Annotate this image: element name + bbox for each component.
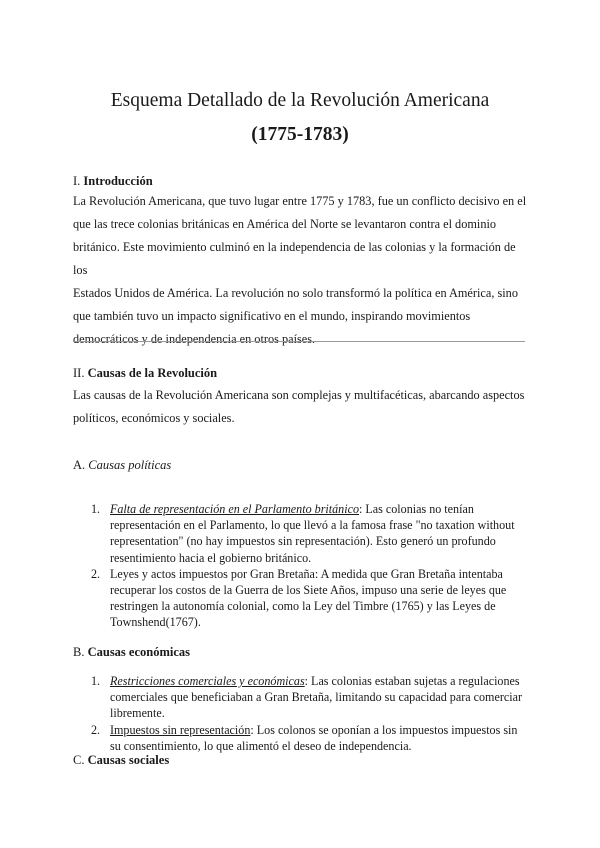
list-item-line: representación en el Parlamento, lo que llevó a la famosa frase "no taxation without [110, 518, 515, 533]
section-b-heading-text: Causas económicas [87, 645, 191, 659]
list-item-number: 2. [91, 722, 101, 737]
list-item-line: comerciales que beneficiaban a Gran Bretaña, limitando su capacidad para comerciar [110, 690, 522, 705]
list-item-line: resentimiento hacia el gobierno británico. [110, 550, 312, 565]
causes-paragraph [73, 384, 528, 430]
intro-heading [73, 174, 153, 189]
causes-heading [73, 366, 217, 381]
list-item-lead: Impuestos sin representación [110, 722, 251, 737]
section-a-list [73, 501, 528, 631]
intro-line: La Revolución Americana, que tuvo lugar entre 1775 y 1783, fue un conflicto decisivo en el [73, 194, 527, 208]
causes-heading-number: II. [73, 366, 85, 380]
section-a-heading-text: Causas políticas [88, 458, 172, 472]
list-item-number: 1. [91, 674, 101, 688]
section-c-heading [73, 753, 169, 768]
list-item-line: libremente. [110, 706, 165, 721]
horizontal-divider [73, 341, 525, 342]
section-b-letter: B. [73, 645, 85, 659]
list-item-line: restringen la autonomía colonial, como la Ley del Timbre (1765) y las Leyes de [110, 599, 496, 614]
section-c-heading-text: Causas sociales [87, 753, 170, 767]
causes-heading-text: Causas de la Revolución [87, 366, 218, 380]
intro-line: británico. Este movimiento culminó en la independencia de las colonias y la formación de los [73, 240, 516, 277]
list-item [73, 501, 528, 566]
section-c-letter: C. [73, 753, 85, 767]
section-a-heading [73, 458, 171, 473]
list-item-line: recuperar los costos de la Guerra de los Siete Años, impuso una serie de leyes que [110, 583, 507, 598]
document-title-years: (1775-1783) [251, 124, 349, 145]
section-a-letter: A. [73, 458, 86, 472]
list-item-line: Leyes y actos impuestos por Gran Bretaña: A medida que Gran Bretaña intentaba [110, 566, 503, 581]
list-item-line: Townshend(1767). [110, 615, 201, 630]
intro-line: democráticos y de independencia en otros países. [73, 332, 316, 346]
intro-line: Estados Unidos de América. La revolución no solo transformó la política en América, sino [73, 286, 518, 300]
list-item [73, 673, 528, 722]
list-item-lead: Falta de representación en el Parlamento británico [110, 502, 359, 516]
list-item-number: 2. [91, 566, 101, 581]
list-item-number: 1. [91, 502, 101, 516]
intro-line: que las trece colonias británicas en América del Norte se levantaron contra el dominio [73, 217, 497, 231]
list-item-line: : Las colonias no tenían [359, 502, 474, 516]
document-title: Esquema Detallado de la Revolución Americana [110, 90, 490, 111]
list-item-line: : Las colonias estaban sujetas a regulaciones [304, 674, 520, 688]
causes-line: políticos, económicos y sociales. [73, 411, 235, 425]
list-item [73, 722, 528, 754]
section-b-list [73, 673, 528, 754]
list-item-line: representation" (no hay impuestos sin representación). Esto generó un profundo [110, 534, 496, 549]
section-b-heading [73, 645, 190, 660]
intro-line: que también tuvo un impacto significativo en el mundo, inspirando movimientos [73, 309, 471, 323]
intro-paragraph [73, 190, 528, 351]
list-item [73, 566, 528, 631]
intro-heading-text: Introducción [83, 174, 153, 188]
causes-line: Las causas de la Revolución Americana son complejas y multifacéticas, abarcando aspectos [73, 388, 525, 402]
intro-heading-number: I. [73, 174, 81, 188]
list-item-line: su consentimiento, lo que alimentó el deseo de independencia. [110, 738, 412, 753]
list-item-lead: Restricciones comerciales y económicas [110, 674, 305, 688]
list-item-line: : Los colonos se oponían a los impuestos impuestos sin [250, 722, 518, 737]
